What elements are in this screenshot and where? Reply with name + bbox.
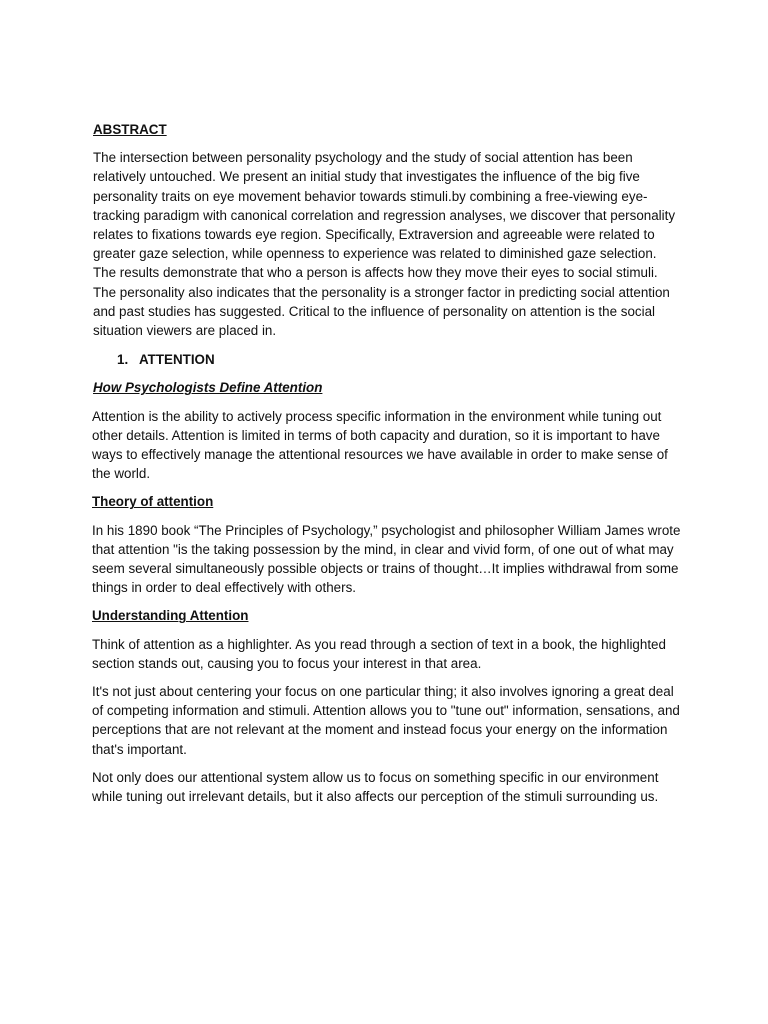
understanding-heading: Understanding Attention	[92, 608, 249, 624]
understanding-paragraph-3: Not only does our attentional system allow us to focus on something specific in our environment while tuning out irrelevant details, but it also affects our perception of the stimuli surrounding us.	[92, 769, 659, 805]
understanding-paragraph-1: Think of attention as a highlighter. As you read through a section of text in a book, the highlighted section stands out, causing you to focus your interest in that area.	[92, 636, 666, 671]
section-number: 1.	[117, 352, 129, 368]
define-attention-heading: How Psychologists Define Attention	[93, 380, 323, 396]
define-attention-paragraph: Attention is the ability to actively process specific information in the environment while tuning out other details. Attention is limited in terms of both capacity and duration, so it is important to have ways to effectively manage the attentional resources we have available in order to make sense of the world.	[92, 408, 668, 482]
section-title: ATTENTION	[139, 352, 215, 368]
section-heading-attention	[93, 350, 681, 369]
theory-heading: Theory of attention	[92, 494, 214, 510]
theory-paragraph: In his 1890 book “The Principles of Psychology,” psychologist and philosopher William James wrote that attention "is the taking possession by the mind, in clear and vivid form, of one out of what may seem several simultaneously possible objects or trains of thought…It implies withdrawal from some things in order to deal effectively with others.	[92, 522, 681, 596]
document-body	[93, 120, 681, 815]
abstract-heading: ABSTRACT	[93, 122, 167, 137]
understanding-paragraph-2: It's not just about centering your focus on one particular thing; it also involves ignoring a great deal of competing information and stimuli. Attention allows you to "tune out" information, sensations, and perceptions that are not relevant at the moment and instead focus your energy on the information that's important.	[92, 684, 680, 757]
abstract-paragraph: The intersection between personality psychology and the study of social attention has been relatively untouched. We present an initial study that investigates the influence of the big five personality traits on eye movement behavior towards stimuli.by combining a free-viewing eye-tracking paradigm with canonical correlation and regression analyses, we discover that personality relates to fixations towards eye region. Specifically, Extraversion and agreeable were related to greater gaze selection, while openness to experience was related to diminished gaze selection. The results demonstrate that who a person is affects how they move their eyes to social stimuli. The personality also indicates that the personality is a stronger factor in predicting social attention and past studies has suggested. Critical to the influence of personality on attention is the social situation viewers are placed in.	[93, 150, 676, 339]
